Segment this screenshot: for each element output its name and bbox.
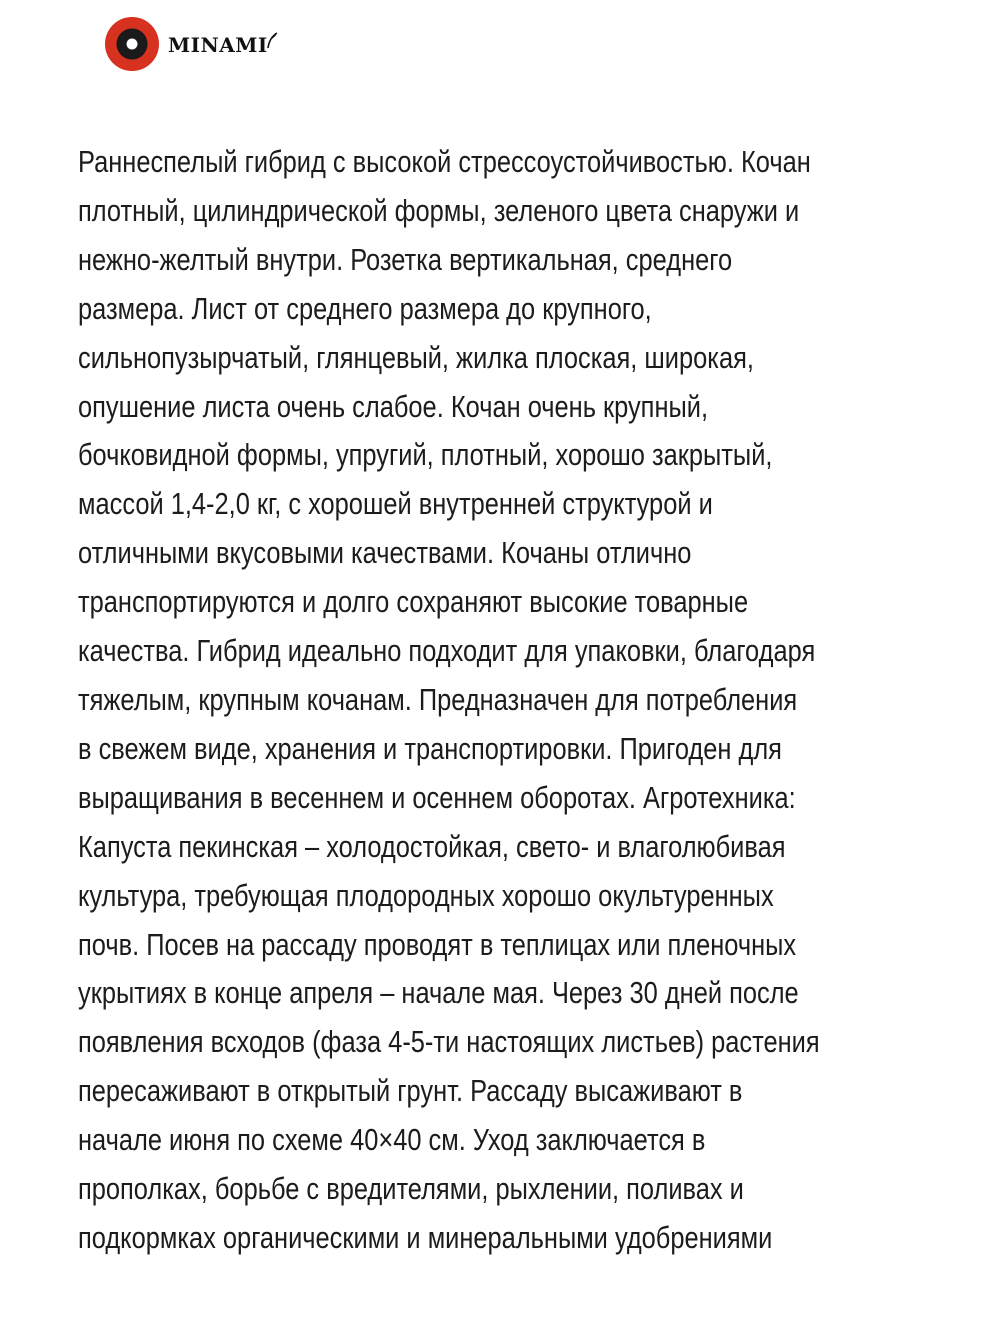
text-line: массой 1,4-2,0 кг, с хорошей внутренней структурой и [78, 486, 713, 522]
text-line: размера. Лист от среднего размера до крупного, [78, 290, 652, 326]
text-line: появления всходов (фаза 4-5-ти настоящих листьев) растения [78, 1024, 820, 1060]
text-line: транспортируются и долго сохраняют высокие товарные [78, 584, 749, 620]
text-line: бочковидной формы, упругий, плотный, хорошо закрытый, [78, 437, 773, 473]
text-line: начале июня по схеме 40×40 см. Уход заключается в [78, 1122, 706, 1158]
logo-circle-icon [104, 16, 160, 72]
text-line: в свежем виде, хранения и транспортировки. Пригоден для [78, 730, 782, 766]
leaf-icon [266, 31, 278, 49]
text-line: выращивания в весеннем и осеннем оборотах. Агротехника: [78, 779, 796, 815]
text-line: прополках, борьбе с вредителями, рыхлении, поливах и [78, 1171, 744, 1207]
text-line: плотный, цилиндрической формы, зеленого цвета снаружи и [78, 192, 800, 228]
brand-logo [104, 14, 278, 74]
text-line: нежно-желтый внутри. Розетка вертикальная, среднего [78, 241, 733, 277]
text-line: сильнопузырчатый, глянцевый, жилка плоская, широкая, [78, 339, 754, 375]
brand-name: MINAMI [168, 33, 268, 57]
text-line: тяжелым, крупным кочанам. Предназначен для потребления [78, 681, 798, 717]
text-line: качества. Гибрид идеально подходит для упаковки, благодаря [78, 633, 816, 669]
text-line: опушение листа очень слабое. Кочан очень крупный, [78, 388, 709, 424]
text-line: Раннеспелый гибрид с высокой стрессоустойчивостью. Кочан [78, 144, 811, 179]
text-line: почв. Посев на рассаду проводят в теплицах или пленочных [78, 926, 797, 962]
text-line: подкормках органическими и минеральными удобрениями [78, 1219, 773, 1255]
text-line: пересаживают в открытый грунт. Рассаду высаживают в [78, 1073, 743, 1109]
text-line: отличными вкусовыми качествами. Кочаны отлично [78, 535, 692, 571]
text-line: укрытиях в конце апреля – начале мая. Через 30 дней после [78, 975, 799, 1011]
text-line: Капуста пекинская – холодостойкая, свето- и влаголюбивая [78, 828, 786, 864]
text-line: культура, требующая плодородных хорошо окультуренных [78, 877, 774, 913]
description-text [78, 138, 978, 1263]
